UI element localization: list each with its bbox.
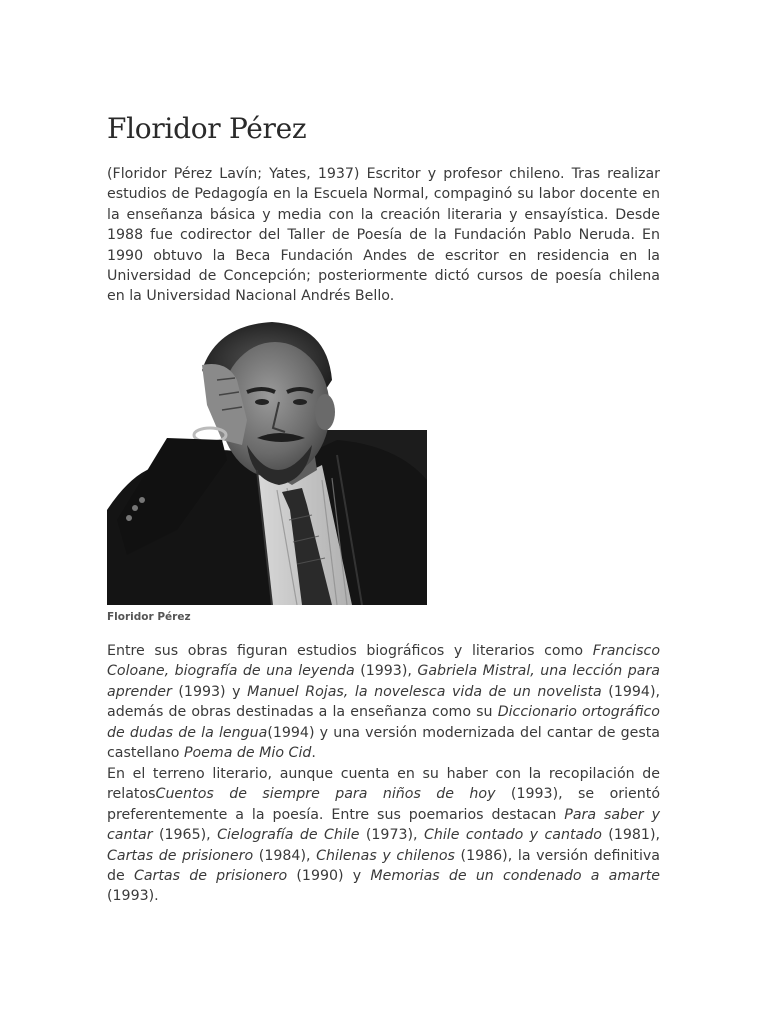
literary-paragraph (107, 764, 660, 907)
literary-text-5: (1981), (601, 827, 660, 844)
works-title-2: Gabriela Mistral, una lección para aprender (107, 663, 660, 700)
literary-text-3: (1965), (152, 827, 218, 844)
portrait-image (107, 320, 427, 605)
works-text-6: . (311, 745, 316, 762)
page-title: Floridor Pérez (107, 112, 307, 145)
works-title-4: Diccionario ortográfico de dudas de la lengua (107, 704, 660, 741)
literary-text-2: (1993), se orientó preferentemente a la poesía. Entre sus poemarios destacan (107, 786, 660, 823)
works-title-5: Poema de Mio Cid (183, 745, 312, 762)
works-text-5: (1994) y una versión modernizada del cantar de gesta castellano (107, 724, 660, 762)
literary-title-6: Chilenas y chilenos (316, 847, 455, 864)
literary-text-9: (1993). (107, 888, 159, 905)
works-paragraph (107, 641, 660, 763)
literary-title-5: Cartas de prisionero (107, 847, 254, 864)
literary-text-8: (1990) y (287, 868, 371, 885)
literary-text-7: (1986), la versión definitiva de (107, 847, 660, 885)
literary-text-1: En el terreno literario, aunque cuenta en su haber con la recopilación de relatos (107, 766, 660, 803)
literary-text-6: (1984), (253, 847, 317, 864)
literary-title-4: Chile contado y cantado (423, 827, 602, 844)
works-text-4: (1994), además de obras destinadas a la enseñanza como su (107, 683, 660, 721)
literary-text-4: (1973), (359, 827, 424, 844)
literary-title-1: Cuentos de siempre para niños de hoy (155, 786, 496, 803)
works-text-3: (1993) y (171, 683, 248, 700)
intro-paragraph: (Floridor Pérez Lavín; Yates, 1937) Escritor y profesor chileno. Tras realizar estudios de Pedagogía en la Escuela Normal, compaginó su labor docente en la enseñanza básica y media con la creación literaria y ensayística. Desde 1988 fue codirector del Taller de Poesía de la Fundación Pablo Neruda. En 1990 obtuvo la Beca Fundación Andes de escritor en residencia en la Universidad de Concepción; posteriormente dictó cursos de poesía chilena en la Universidad Nacional Andrés Bello. (107, 166, 660, 305)
literary-title-2: Para saber y cantar (107, 806, 660, 844)
photo-caption: Floridor Pérez (107, 611, 191, 623)
works-text-2: (1993), (354, 663, 418, 680)
works-title-1: Francisco Coloane, biografía de una leyenda (107, 643, 660, 680)
literary-title-8: Memorias de un condenado a amarte (370, 868, 660, 885)
author-photo (107, 320, 427, 605)
works-text-1: Entre sus obras figuran estudios biográficos y literarios como (107, 643, 593, 659)
literary-title-3: Cielografía de Chile (217, 827, 360, 844)
literary-title-7: Cartas de prisionero (133, 868, 288, 885)
works-title-3: Manuel Rojas, la novelesca vida de un novelista (247, 683, 602, 700)
